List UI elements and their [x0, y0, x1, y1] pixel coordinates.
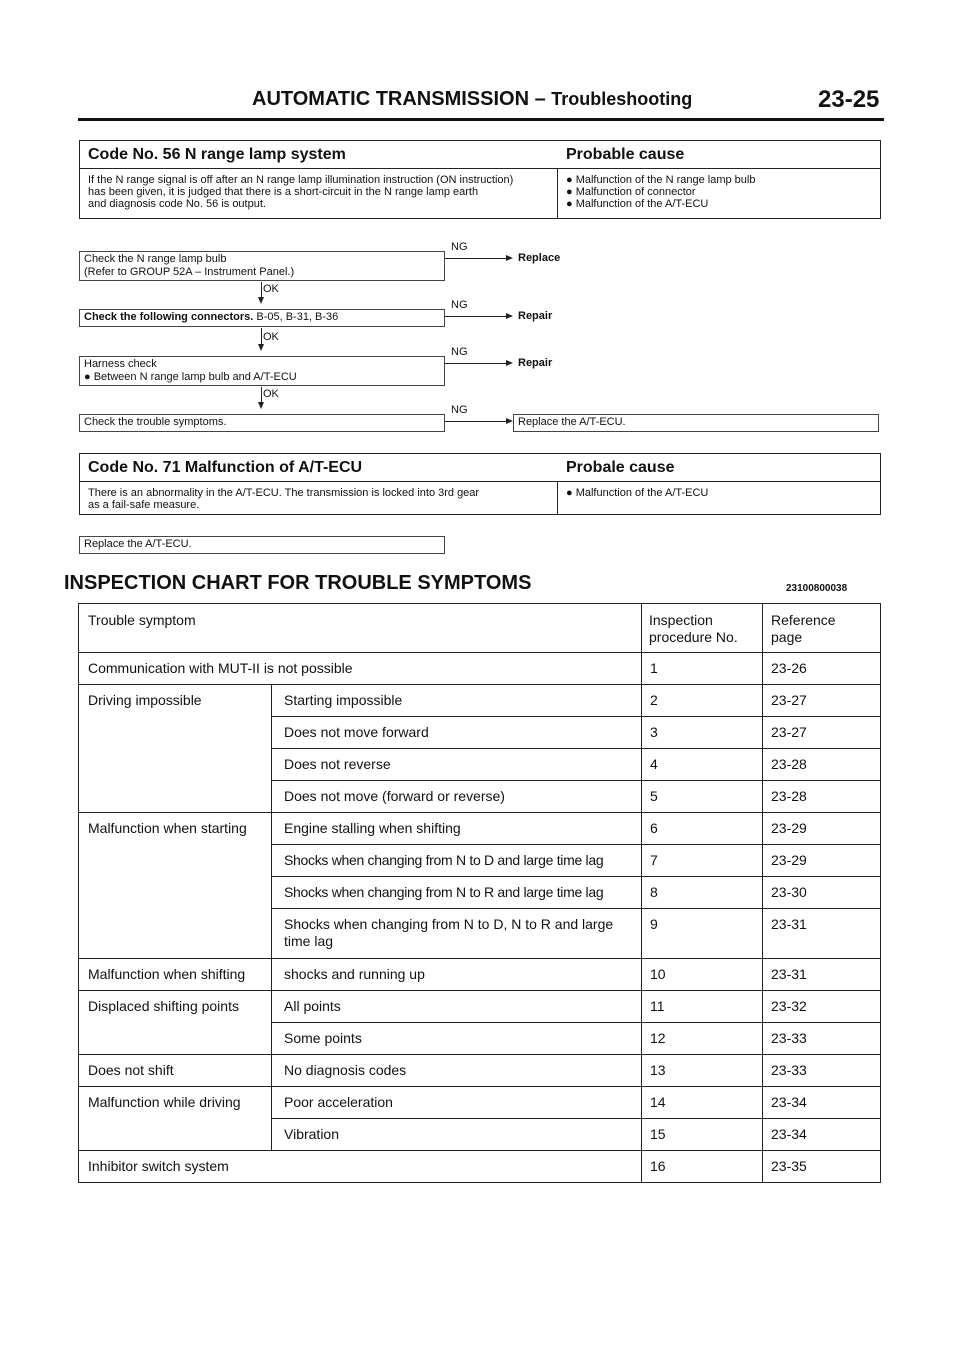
- ng-label: NG: [451, 241, 468, 253]
- row-divider: [271, 1022, 880, 1023]
- code56-cause-heading: Probable cause: [566, 146, 685, 163]
- reference-page: 23-27: [771, 692, 807, 708]
- row-divider: [271, 876, 880, 877]
- cause-item: ● Malfunction of connector: [566, 186, 696, 198]
- symptom-detail: Shocks when changing from N to R and large time lag: [284, 884, 604, 900]
- inspection-chart: [78, 603, 881, 1183]
- symptom-group: Malfunction when shifting: [88, 966, 246, 982]
- procedure-no: 10: [650, 966, 666, 982]
- symptom-detail-line: time lag: [284, 933, 334, 949]
- ok-label: OK: [263, 331, 279, 343]
- ng-label: NG: [451, 346, 468, 358]
- col-header-reference-2: page: [771, 629, 803, 645]
- ng-arrow: [445, 316, 511, 317]
- code71-cause: ● Malfunction of the A/T-ECU: [566, 487, 709, 499]
- ok-label: OK: [263, 388, 279, 400]
- ng-label: NG: [451, 299, 468, 311]
- symptom-group: Inhibitor switch system: [88, 1158, 229, 1174]
- reference-page: 23-29: [771, 852, 807, 868]
- col-header-reference: [771, 612, 836, 646]
- row-divider: [79, 684, 880, 685]
- col-header-procedure-2: procedure No.: [649, 629, 738, 645]
- row-divider: [271, 716, 880, 717]
- procedure-no: 8: [650, 884, 658, 900]
- down-arrow-icon: [258, 297, 264, 304]
- symptom-group: Displaced shifting points: [88, 998, 239, 1014]
- symptom-group: Does not shift: [88, 1062, 174, 1078]
- col-header-procedure-1: Inspection: [649, 612, 713, 628]
- procedure-no: 9: [650, 916, 658, 932]
- reference-page: 23-34: [771, 1094, 807, 1110]
- row-divider: [79, 812, 880, 813]
- flow-connector: [261, 282, 262, 297]
- page-number: 23-25: [818, 86, 880, 113]
- procedure-no: 2: [650, 692, 658, 708]
- desc-line: has been given, it is judged that there is a short-circuit in the N range lamp earth: [88, 186, 479, 198]
- row-divider: [271, 748, 880, 749]
- procedure-no: 1: [650, 660, 658, 676]
- row-divider: [79, 1054, 880, 1055]
- symptom-detail: Some points: [284, 1030, 362, 1046]
- procedure-no: 3: [650, 724, 658, 740]
- symptom-group: Malfunction when starting: [88, 820, 247, 836]
- row-divider: [79, 652, 880, 653]
- symptom-group: Driving impossible: [88, 692, 202, 708]
- symptom-detail: shocks and running up: [284, 966, 425, 982]
- symptom-detail: Starting impossible: [284, 692, 403, 708]
- reference-page: 23-32: [771, 998, 807, 1014]
- row-divider: [79, 990, 880, 991]
- inspection-title: INSPECTION CHART FOR TROUBLE SYMPTOMS: [64, 572, 532, 594]
- code56-description: [88, 174, 554, 210]
- row-divider: [271, 844, 880, 845]
- code71-cause-heading: Probale cause: [566, 459, 675, 476]
- row-divider: [271, 1118, 880, 1119]
- col-header-reference-1: Reference: [771, 612, 836, 628]
- procedure-no: 16: [650, 1158, 666, 1174]
- flow-step-2-bold: Check the following connectors.: [84, 311, 254, 323]
- symptom-detail: No diagnosis codes: [284, 1062, 407, 1078]
- col-divider: [271, 684, 272, 1150]
- symptom-detail: Vibration: [284, 1126, 340, 1142]
- col-header-procedure: [649, 612, 738, 646]
- inspection-code: 23100800038: [786, 583, 848, 594]
- flow-connector: [261, 387, 262, 402]
- reference-page: 23-30: [771, 884, 807, 900]
- code71-action: Replace the A/T-ECU.: [79, 536, 445, 554]
- symptom-detail: All points: [284, 998, 341, 1014]
- code71-divider: [79, 481, 881, 482]
- code71-col-divider: [557, 481, 558, 515]
- down-arrow-icon: [258, 344, 264, 351]
- result-replace: Replace: [518, 252, 561, 264]
- procedure-no: 12: [650, 1030, 666, 1046]
- row-divider: [271, 780, 880, 781]
- procedure-no: 13: [650, 1062, 666, 1078]
- flow-connector: [261, 328, 262, 344]
- ng-arrow: [445, 258, 511, 259]
- reference-page: 23-29: [771, 820, 807, 836]
- symptom-detail: Poor acceleration: [284, 1094, 393, 1110]
- code56-causes: [566, 174, 755, 210]
- ok-label: OK: [263, 283, 279, 295]
- result-repair-1: Repair: [518, 310, 553, 322]
- flow-step-2: [79, 309, 445, 327]
- ng-arrow: [445, 421, 511, 422]
- flow-step-4: Check the trouble symptoms.: [79, 414, 445, 432]
- col-divider: [762, 604, 763, 1183]
- desc-line: There is an abnormality in the A/T-ECU. The transmission is locked into 3rd gear: [88, 487, 480, 499]
- reference-page: 23-35: [771, 1158, 807, 1174]
- reference-page: 23-33: [771, 1062, 807, 1078]
- symptom-detail: Does not move (forward or reverse): [284, 788, 505, 804]
- reference-page: 23-34: [771, 1126, 807, 1142]
- title-sub: Troubleshooting: [551, 89, 693, 109]
- code71-title: Code No. 71 Malfunction of A/T-ECU: [88, 459, 363, 476]
- reference-page: 23-31: [771, 916, 807, 932]
- desc-line: as a fail-safe measure.: [88, 499, 200, 511]
- procedure-no: 15: [650, 1126, 666, 1142]
- symptom-detail: Does not move forward: [284, 724, 429, 740]
- symptom-detail-line: Shocks when changing from N to D, N to R and large: [284, 916, 614, 932]
- procedure-no: 7: [650, 852, 658, 868]
- symptom-detail: Does not reverse: [284, 756, 391, 772]
- symptom-group: Communication with MUT-II is not possible: [88, 660, 353, 676]
- reference-page: 23-28: [771, 756, 807, 772]
- reference-page: 23-33: [771, 1030, 807, 1046]
- down-arrow-icon: [258, 402, 264, 409]
- symptom-detail: [284, 916, 613, 950]
- procedure-no: 11: [650, 998, 665, 1014]
- flow-step-3-line: Harness check: [84, 358, 157, 370]
- reference-page: 23-28: [771, 788, 807, 804]
- title-main: AUTOMATIC TRANSMISSION –: [252, 88, 546, 110]
- code56-divider: [79, 168, 881, 169]
- result-repair-2: Repair: [518, 357, 553, 369]
- symptom-detail: Engine stalling when shifting: [284, 820, 461, 836]
- header-rule: [78, 118, 884, 121]
- procedure-no: 5: [650, 788, 658, 804]
- flow-step-1-line: (Refer to GROUP 52A – Instrument Panel.): [84, 266, 295, 278]
- result-replace-ecu: Replace the A/T-ECU.: [513, 414, 879, 432]
- code56-col-divider: [557, 168, 558, 219]
- procedure-no: 14: [650, 1094, 666, 1110]
- col-divider: [641, 604, 642, 1183]
- flow-step-1-line: Check the N range lamp bulb: [84, 253, 227, 265]
- page-title: [252, 88, 692, 111]
- symptom-detail: Shocks when changing from N to D and large time lag: [284, 852, 604, 868]
- row-divider: [79, 1086, 880, 1087]
- code71-description: [88, 487, 554, 511]
- row-divider: [271, 908, 880, 909]
- flow-step-1: [79, 251, 445, 281]
- flow-step-3-line: ● Between N range lamp bulb and A/T-ECU: [84, 371, 297, 383]
- reference-page: 23-27: [771, 724, 807, 740]
- col-header-symptom: Trouble symptom: [88, 612, 196, 628]
- flow-step-2-rest: B-05, B-31, B-36: [253, 311, 339, 323]
- reference-page: 23-26: [771, 660, 807, 676]
- reference-page: 23-31: [771, 966, 807, 982]
- code56-title: Code No. 56 N range lamp system: [88, 146, 346, 163]
- flow-step-3: [79, 356, 445, 386]
- desc-line: and diagnosis code No. 56 is output.: [88, 198, 266, 210]
- row-divider: [79, 1150, 880, 1151]
- procedure-no: 6: [650, 820, 658, 836]
- row-divider: [79, 958, 880, 959]
- ng-label: NG: [451, 404, 468, 416]
- symptom-group: Malfunction while driving: [88, 1094, 241, 1110]
- desc-line: If the N range signal is off after an N range lamp illumination instruction (ON instruction): [88, 174, 514, 186]
- ng-arrow: [445, 363, 511, 364]
- cause-item: ● Malfunction of the N range lamp bulb: [566, 174, 756, 186]
- procedure-no: 4: [650, 756, 658, 772]
- cause-item: ● Malfunction of the A/T-ECU: [566, 198, 709, 210]
